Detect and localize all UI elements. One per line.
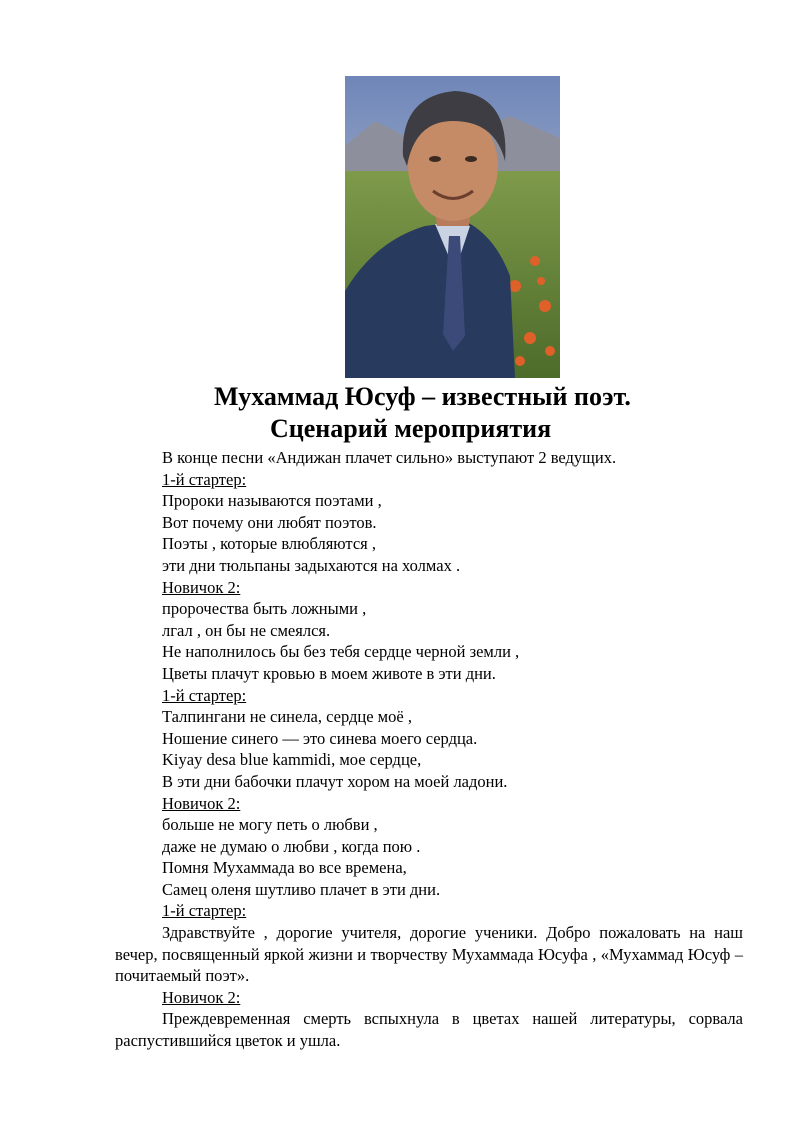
speaker-label [115,469,743,491]
verse-line: Вот почему они любят поэтов. [162,512,377,532]
verse-line: Ношение синего — это синева моего сердца. [162,728,478,748]
verse-line: Талпингани не синела, сердце моё , [162,707,412,727]
page-title-line-2: Сценарий мероприятия [270,414,552,443]
verse-line: пророчества быть ложными , [162,599,367,619]
verse-line: больше не могу петь о любви , [162,815,378,835]
verse-line: Цветы плачут кровью в моем животе в эти дни. [162,663,496,683]
verse-line: даже не думаю о любви , когда пою . [162,836,421,856]
speaker-label-text: Новичок 2: [162,987,241,1007]
speaker-label [115,900,743,922]
paragraph: Преждевременная смерть вспыхнула в цветах нашей литературы, сорвала распустившийся цветок и ушла. [115,1009,743,1051]
speaker-label-text: Новичок 2: [162,793,241,813]
verse-line: Самец оленя шутливо плачет в эти дни. [162,879,441,899]
speaker-label [115,577,743,599]
speaker-label [115,987,743,1009]
speaker-label-text: Новичок 2: [162,577,241,597]
verse-line: лгал , он бы не смеялся. [162,620,331,640]
script-body [115,447,743,1052]
paragraph: Здравствуйте , дорогие учителя, дорогие ученики. Добро пожаловать на наш вечер, посвященный яркой жизни и творчеству Мухаммада Юсуфа , «Мухаммад Юсуф – почитаемый поэт». [115,923,743,986]
verse-line: Помня Мухаммада во все времена, [162,858,407,878]
verse-line: Пророки называются поэтами , [162,491,382,511]
speaker-label [115,685,743,707]
portrait-illustration [345,76,560,378]
verse-line: Поэты , которые влюбляются , [162,534,376,554]
speaker-label-text: 1-й стартер: [162,469,247,489]
speaker-label-text: 1-й стартер: [162,685,247,705]
verse-line: Kiyay desa blue kammidi, мое сердце, [162,750,422,770]
verse-line: Не наполнилось бы без тебя сердце черной земли , [162,642,520,662]
page-title-line-1: Мухаммад Юсуф – известный поэт. [214,382,631,411]
poet-portrait-photo [345,76,560,378]
verse-line: В конце песни «Андижан плачет сильно» выступают 2 ведущих. [162,448,617,467]
speaker-label-text: 1-й стартер: [162,901,247,921]
verse-line: эти дни тюльпаны задыхаются на холмах . [162,555,461,575]
speaker-label [115,793,743,815]
verse-line: В эти дни бабочки плачут хором на моей ладони. [162,771,508,791]
